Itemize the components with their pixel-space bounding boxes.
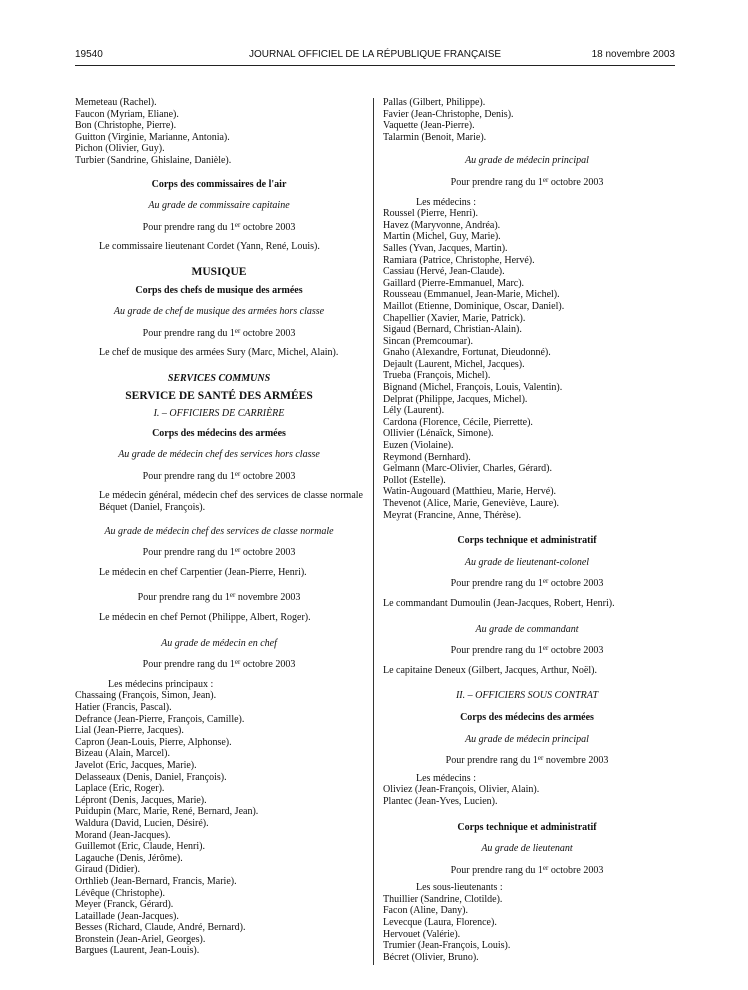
list-item: Favier (Jean-Christophe, Denis). — [383, 108, 514, 120]
list-item: Salles (Yvan, Jacques, Martin). — [383, 242, 508, 254]
rank-date: Pour prendre rang du 1er octobre 2003 — [142, 326, 296, 339]
list-item: Trumier (Jean-François, Louis). — [383, 940, 511, 952]
list-item: Pichon (Olivier, Guy). — [75, 143, 165, 155]
section-heading: Corps technique et administratif — [457, 821, 597, 833]
list-item: Waldura (David, Lucien, Désiré). — [75, 817, 209, 829]
page-number: 19540 — [75, 49, 103, 60]
list-item: Sigaud (Bernard, Christian-Alain). — [383, 324, 522, 336]
list-label: Les médecins principaux : — [108, 678, 214, 690]
rank-date: Pour prendre rang du 1er octobre 2003 — [450, 577, 604, 590]
list-item: Watin-Augouard (Matthieu, Marie, Hervé). — [383, 486, 557, 498]
list-item: Euzen (Violaine). — [383, 440, 454, 452]
rank-date: Pour prendre rang du 1er octobre 2003 — [142, 469, 296, 482]
promotion-line: Le commissaire lieutenant Cordet (Yann, René, Louis). — [99, 241, 320, 253]
list-item: Chassaing (François, Simon, Jean). — [75, 690, 217, 702]
list-item: Reymond (Bernhard). — [383, 451, 471, 463]
section-heading: Corps des commissaires de l'air — [151, 178, 287, 190]
list-item: Lial (Jean-Pierre, Jacques). — [75, 725, 184, 737]
grade-heading: Au grade de médecin chef des services hors classe — [118, 449, 320, 461]
list-item: Pollot (Estelle). — [383, 474, 446, 486]
list-item: Maillot (Etienne, Dominique, Oscar, Daniel). — [383, 300, 565, 312]
right-column — [383, 97, 671, 963]
promotion-line: Le médecin en chef Pernot (Philippe, Albert, Roger). — [99, 612, 311, 624]
rank-date: Pour prendre rang du 1er novembre 2003 — [445, 754, 609, 767]
subsection-heading: II. – OFFICIERS SOUS CONTRAT — [455, 690, 599, 702]
list-item: Havez (Maryvonne, Andréa). — [383, 219, 501, 231]
list-item: Lataillade (Jean-Jacques). — [75, 910, 179, 922]
list-item: Gelmann (Marc-Olivier, Charles, Gérard). — [383, 463, 552, 475]
list-item: Bon (Christophe, Pierre). — [75, 120, 177, 132]
list-item: Facon (Aline, Dany). — [383, 905, 468, 917]
left-column — [75, 97, 363, 957]
list-item: Plantec (Jean-Yves, Lucien). — [383, 795, 498, 807]
list-item: Trueba (François, Michel). — [383, 370, 491, 382]
list-item: Ramiara (Patrice, Christophe, Hervé). — [383, 254, 535, 266]
list-item: Roussel (Pierre, Henri). — [383, 208, 478, 220]
list-item: Delasseaux (Denis, Daniel, François). — [75, 771, 227, 783]
publication-date: 18 novembre 2003 — [591, 49, 675, 60]
grade-heading: Au grade de chef de musique des armées hors classe — [113, 306, 325, 318]
list-label: Les sous-lieutenants : — [416, 882, 503, 894]
list-item: Delprat (Philippe, Jacques, Michel). — [383, 393, 528, 405]
names-list-medecins-contrat — [383, 784, 671, 807]
section-heading: Corps des médecins des armées — [152, 427, 286, 439]
section-heading: SERVICES COMMUNS — [167, 372, 271, 384]
names-list-medecins — [383, 208, 671, 521]
list-label: Les médecins : — [416, 772, 476, 784]
section-heading: MUSIQUE — [191, 265, 247, 278]
list-item: Guitton (Virginie, Marianne, Antonia). — [75, 131, 230, 143]
list-item: Cardona (Florence, Cécile, Pierrette). — [383, 416, 533, 428]
list-item: Rousseau (Emmanuel, Jean-Marie, Michel). — [383, 289, 560, 301]
list-item: Talarmin (Benoit, Marie). — [383, 131, 487, 143]
list-item: Sincan (Premcoumar). — [383, 335, 473, 347]
header-rule — [75, 65, 675, 66]
list-label: Les médecins : — [416, 196, 476, 208]
list-item: Turbier (Sandrine, Ghislaine, Danièle). — [75, 154, 232, 166]
names-list-left-top — [75, 97, 363, 167]
subsection-heading: I. – OFFICIERS DE CARRIÈRE — [153, 408, 285, 420]
grade-heading: Au grade de médecin chef des services de classe normale — [104, 525, 334, 537]
list-item: Bizeau (Alain, Marcel). — [75, 748, 170, 760]
list-item: Guillemot (Eric, Claude, Henri). — [75, 841, 205, 853]
list-item: Giraud (Didier). — [75, 864, 140, 876]
list-item: Faucon (Myriam, Eliane). — [75, 108, 179, 120]
list-item: Bécret (Olivier, Bruno). — [383, 951, 479, 963]
grade-heading: Au grade de médecin en chef — [161, 637, 277, 649]
grade-heading: Au grade de commandant — [475, 623, 579, 635]
section-heading: SERVICE DE SANTÉ DES ARMÉES — [125, 389, 313, 402]
list-item: Pallas (Gilbert, Philippe). — [383, 97, 486, 108]
list-item: Morand (Jean-Jacques). — [75, 829, 171, 841]
names-list-sous-lieutenants — [383, 894, 671, 964]
list-item: Chapellier (Xavier, Marie, Patrick). — [383, 312, 526, 324]
rank-date: Pour prendre rang du 1er octobre 2003 — [450, 175, 604, 188]
list-item: Orthlieb (Jean-Bernard, Francis, Marie). — [75, 875, 237, 887]
list-item: Thevenot (Alice, Marie, Geneviève, Laure). — [383, 498, 560, 509]
grade-heading: Au grade de médecin principal — [465, 155, 589, 167]
rank-date: Pour prendre rang du 1er octobre 2003 — [450, 863, 604, 876]
list-item: Dejault (Laurent, Michel, Jacques). — [383, 358, 525, 370]
list-item: Lépront (Denis, Jacques, Marie). — [75, 794, 207, 806]
promotion-line: Le médecin général, médecin chef des services de classe normale Béquet (Daniel, François). — [99, 490, 363, 514]
names-list-principaux — [75, 690, 363, 957]
list-item: Cassiau (Hervé, Jean-Claude). — [383, 266, 505, 278]
list-item: Javelot (Eric, Jacques, Marie). — [75, 759, 197, 771]
list-item: Hatier (Francis, Pascal). — [75, 702, 172, 713]
promotion-line: Le capitaine Deneux (Gilbert, Jacques, Arthur, Noël). — [383, 664, 597, 676]
list-item: Lély (Laurent). — [383, 405, 445, 417]
list-item: Bignand (Michel, François, Louis, Valentin). — [383, 382, 563, 394]
list-item: Laplace (Eric, Roger). — [75, 783, 165, 795]
list-item: Defrance (Jean-Pierre, François, Camille). — [75, 713, 245, 725]
section-heading: Corps technique et administratif — [457, 535, 597, 547]
grade-heading: Au grade de lieutenant — [481, 843, 573, 855]
list-item: Levecque (Laura, Florence). — [383, 917, 497, 929]
names-list-right-top — [383, 97, 671, 143]
list-item: Memeteau (Rachel). — [75, 97, 157, 108]
list-item: Martin (Michel, Guy, Marie). — [383, 231, 501, 243]
list-item: Bronstein (Jean-Ariel, Georges). — [75, 933, 206, 945]
list-item: Meyer (Franck, Gérard). — [75, 899, 174, 911]
rank-date: Pour prendre rang du 1er novembre 2003 — [137, 591, 301, 604]
column-divider — [373, 98, 374, 965]
rank-date: Pour prendre rang du 1er octobre 2003 — [142, 220, 296, 233]
list-item: Lévêque (Christophe). — [75, 887, 165, 899]
rank-date: Pour prendre rang du 1er octobre 2003 — [142, 546, 296, 559]
list-item: Besses (Richard, Claude, André, Bernard). — [75, 922, 246, 934]
list-item: Ollivier (Lénaïck, Simone). — [383, 428, 494, 440]
page-header — [75, 49, 675, 63]
list-item: Oliviez (Jean-François, Olivier, Alain). — [383, 784, 540, 796]
list-item: Gnaho (Alexandre, Fortunat, Dieudonné). — [383, 347, 551, 359]
list-item: Meyrat (Francine, Anne, Thérèse). — [383, 509, 522, 521]
section-heading: Corps des médecins des armées — [460, 711, 594, 723]
list-item: Capron (Jean-Louis, Pierre, Alphonse). — [75, 736, 232, 748]
list-item: Bargues (Laurent, Jean-Louis). — [75, 945, 200, 957]
grade-heading: Au grade de commissaire capitaine — [148, 200, 290, 212]
list-item: Hervouet (Valérie). — [383, 928, 461, 940]
promotion-line: Le médecin en chef Carpentier (Jean-Pierre, Henri). — [99, 566, 307, 578]
journal-title: JOURNAL OFFICIEL DE LA RÉPUBLIQUE FRANÇAISE — [248, 49, 502, 60]
grade-heading: Au grade de lieutenant-colonel — [464, 556, 590, 568]
grade-heading: Au grade de médecin principal — [465, 733, 589, 745]
rank-date: Pour prendre rang du 1er octobre 2003 — [450, 644, 604, 657]
promotion-line: Le commandant Dumoulin (Jean-Jacques, Robert, Henri). — [383, 597, 615, 609]
list-item: Gaillard (Pierre-Emmanuel, Marc). — [383, 277, 525, 289]
list-item: Lagauche (Denis, Jérôme). — [75, 852, 183, 864]
list-item: Puidupin (Marc, Marie, René, Bernard, Jean). — [75, 806, 259, 818]
list-item: Vaquette (Jean-Pierre). — [383, 120, 475, 132]
promotion-line: Le chef de musique des armées Sury (Marc, Michel, Alain). — [99, 347, 339, 359]
rank-date: Pour prendre rang du 1er octobre 2003 — [142, 658, 296, 671]
list-item: Thuillier (Sandrine, Clotilde). — [383, 893, 503, 905]
section-heading: Corps des chefs de musique des armées — [135, 284, 303, 296]
